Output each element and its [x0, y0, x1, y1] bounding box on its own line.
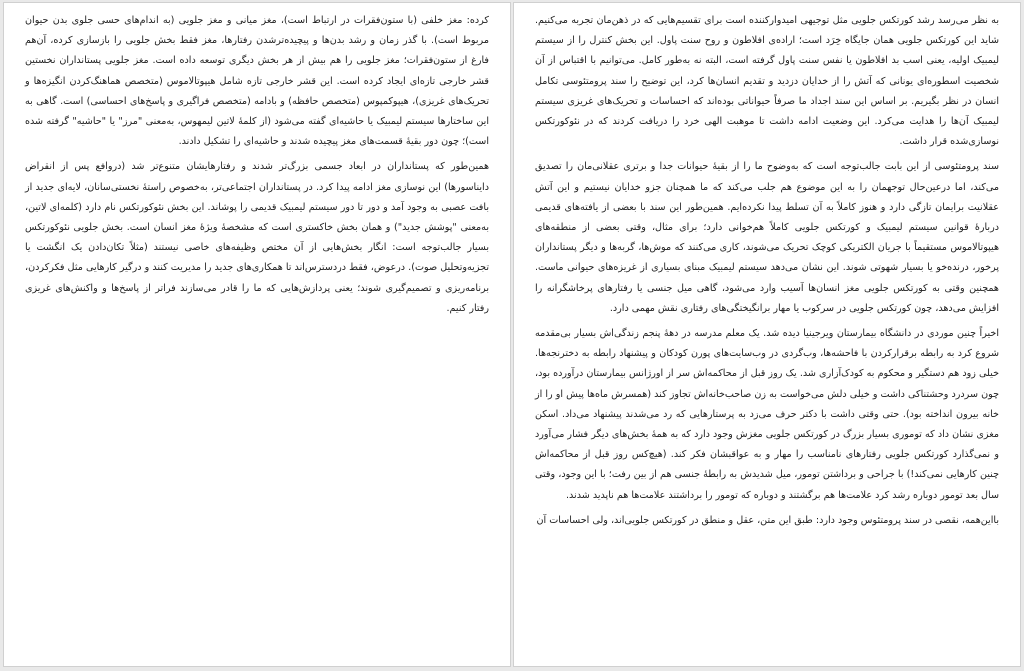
left-page-text	[25, 11, 489, 324]
right-paragraph-3: اخیراً چنین موردی در دانشگاه بیمارستان ویرجینیا دیده شد. یک معلم مدرسه در دههٔ پنجم زندگی‌اش بسیار بی‌مقدمه شروع کرد به رابطه برقرارکردن با فاحشه‌ها، وب‌گردی در وب‌سایت‌های پورن کودکان و پیشنهاد رابطه به دخترنجه‌ها. خیلی زود هم دستگیر و محکوم به کودک‌آزاری شد. یک روز قبل از محاکمه‌اش سر از اورژانس بیمارستان درآورده بود، چون سردرد وحشتناکی داشت و خیلی دلش می‌خواست به زن صاحب‌خانه‌اش تجاوز کند (همسرش ماه‌ها پیش او را از خانه بیرون انداخته بود). حتی وقتی داشت با دکتر حرف می‌زد به پرستارهایی که رد می‌شدند پیشنهاد می‌داد. اسکن مغزی نشان داد که توموری بسیار بزرگ در کورتکس جلویی مغزش وجود دارد که به همهٔ بخش‌های دیگر فشار می‌آورد و نمی‌گذارد کورتکس جلویی رفتارهای نامناسب را مهار و به عواقبشان فکر کند. (هیچ‌کس روز قبل از محاکمه‌اش چنین کارهایی نمی‌کند!) با جراحی و برداشتن تومور، میل شدیدش به رابطهٔ جنسی هم از بین رفت؛ با این وجود، وقتی سال بعد تومور دوباره رشد کرد علامت‌ها هم برگشتند و دوباره که تومور را برداشتند علامت‌ها هم ناپدید شدند.	[535, 328, 999, 501]
left-page	[3, 2, 511, 667]
left-paragraph-1: کرده: مغز خلفی (با ستون‌فقرات در ارتباط است)، مغز میانی و مغز جلویی (به اندام‌های حسی جلوی بدن حیوان مربوط است). با گذر زمان و رشد بدن‌ها و پیچیده‌ترشدن رفتارها، مغز فقط بخش جلویی را بازسازی کرده، آن‌هم فارغ از ستون‌فقرات؛ مغز جلویی را هم بیش از هر بخش دیگری توسعه داده است. مغز جلویی پستانداران نخستین قشر خارجی تازه‌ای ایجاد کرده است. این قشر خارجی تازه شامل هیپوتالاموس (متخصص هماهنگ‌کردن انگیزه‌ها و تحریک‌های غریزی)، هیپوکمپوس (متخصص حافظه) و بادامه (متخصص فراگیری و پاسخ‌های احساسی) است. گاهی به این ساختارها سیستم لیمبیک یا حاشیه‌ای گفته می‌شود (از کلمهٔ لاتین لیمهوس، به‌معنی "مرز" یا "حاشیه" گرفته شده است)؛ چون دور بقیهٔ قسمت‌های مغز پیچیده شدند و حاشیه‌ای را تشکیل دادند.	[25, 15, 489, 148]
right-page	[513, 2, 1021, 667]
left-paragraph-2: همین‌طور که پستانداران در ابعاد جسمی بزرگ‌تر شدند و رفتارهایشان متنوع‌تر شد (دروافع پس از انقراض دایناسورها) این نوسازی مغز ادامه پیدا کرد. در پستانداران اجتماعی‌تر، به‌خصوص راستهٔ نخستی‌سانان، لایه‌ای جدید از بافت عصبی به وجود آمد و دور تا دور سیستم لیمبیک قدیمی را پوشاند. این بخش نئوکورتکس نام دارد (کلمه‌ای لاتین، به‌معنی "پوشش جدید") و همان بخش خاکستری است که مشخصهٔ ویژهٔ مغز انسان است. بخش جلویی نئوکورتکس بسیار جالب‌توجه است: انگار بخش‌هایی از آن مختص وظیفه‌های خاصی نیستند (مثلاً تکان‌دادن یک انگشت یا تجزیه‌وتحلیل صوت). درعوض، فقط دردسترس‌اند تا همکاری‌های جدید را مدیریت کنند و درگیر کارهایی مثل فکرکردن، برنامه‌ریزی و تصمیم‌گیری شوند؛ یعنی پردازش‌هایی که ما را قادر می‌سازند فراتر از پاسخ‌ها و واکنش‌های غریزی رفتار کنیم.	[25, 161, 489, 314]
right-paragraph-2: سند پرومتئوسی از این بابت جالب‌توجه است که به‌وضوح ما را از بقیهٔ حیوانات جدا و برتری عقلانی‌مان را تصدیق می‌کند، اما درعین‌حال توجهمان را به این موضوع هم جلب می‌کند که ما همچنان جزو خدایان نیستیم و این آتش عقلانیت برایمان تازگی دارد و هنوز کاملاً به آن تسلط پیدا نکرده‌ایم. همین‌طور این سند با بعضی از یافته‌های قدیمی دربارهٔ قوانین سیستم لیمبیک و کورتکس جلویی کاملاً هم‌خوانی دارد؛ برای مثال، وقتی بعضی از منطقه‌های هیپوتالاموس مستقیماً با جریان الکتریکی کوچک تحریک می‌شوند، کاری می‌کنند که موش‌ها، گربه‌ها و دیگر پستانداران پرخور، درنده‌خو یا بسیار شهوتی شوند. این نشان می‌دهد سیستم لیمبیک مبنای بسیاری از غریزه‌های حیوانی ماست. همچنین وقتی به کورتکس جلویی مغز انسان‌ها آسیب وارد می‌شود، گاهی میل جنسی یا رفتارهای پرخاشگرانه را افزایش می‌دهد، چون کورتکس جلویی در سرکوب یا مهار برانگیختگی‌های رفتاری نقش مهمی دارد.	[535, 161, 999, 314]
right-paragraph-1: به نظر می‌رسد رشد کورتکس جلویی مثل توجیهی امیدوارکننده است برای تقسیم‌هایی که در ذهن‌مان تجربه می‌کنیم. شاید این کورتکس جلویی همان جایگاه خِرَد است؛ اراده‌ی افلاطون و روح سنت پاول. این بخش کنترل را از سیستم لیمبیک اولیه، یعنی اسب بد افلاطون یا نفس سنت پاول گرفته است، البته نه به‌طور کامل. می‌توانیم با اقتباس از آن شخصیت اسطوره‌ای یونانی که آتش را از خدایان دزدید و تقدیم انسان‌ها کرد، این توضیح را سند پرومتئوسی تکامل انسان در نظر بگیریم. بر اساس این سند اجداد ما صرفاً حیواناتی بوده‌اند که احساسات و تحریک‌های غریزی سیستم لیمبیک آن‌ها را هدایت می‌کرد. این وضعیت ادامه داشت تا موهبت الهی خرد را دریافت کردند که در نئوکورتکس نوسازی‌شده قرار داشت.	[535, 15, 999, 148]
right-page-text	[535, 11, 999, 536]
right-paragraph-4: بااین‌همه، نقصی در سند پرومتئوس وجود دارد: طبق این متن، عقل و منطق در کورتکس جلویی‌اند، ولی احساسات آن	[536, 514, 999, 526]
